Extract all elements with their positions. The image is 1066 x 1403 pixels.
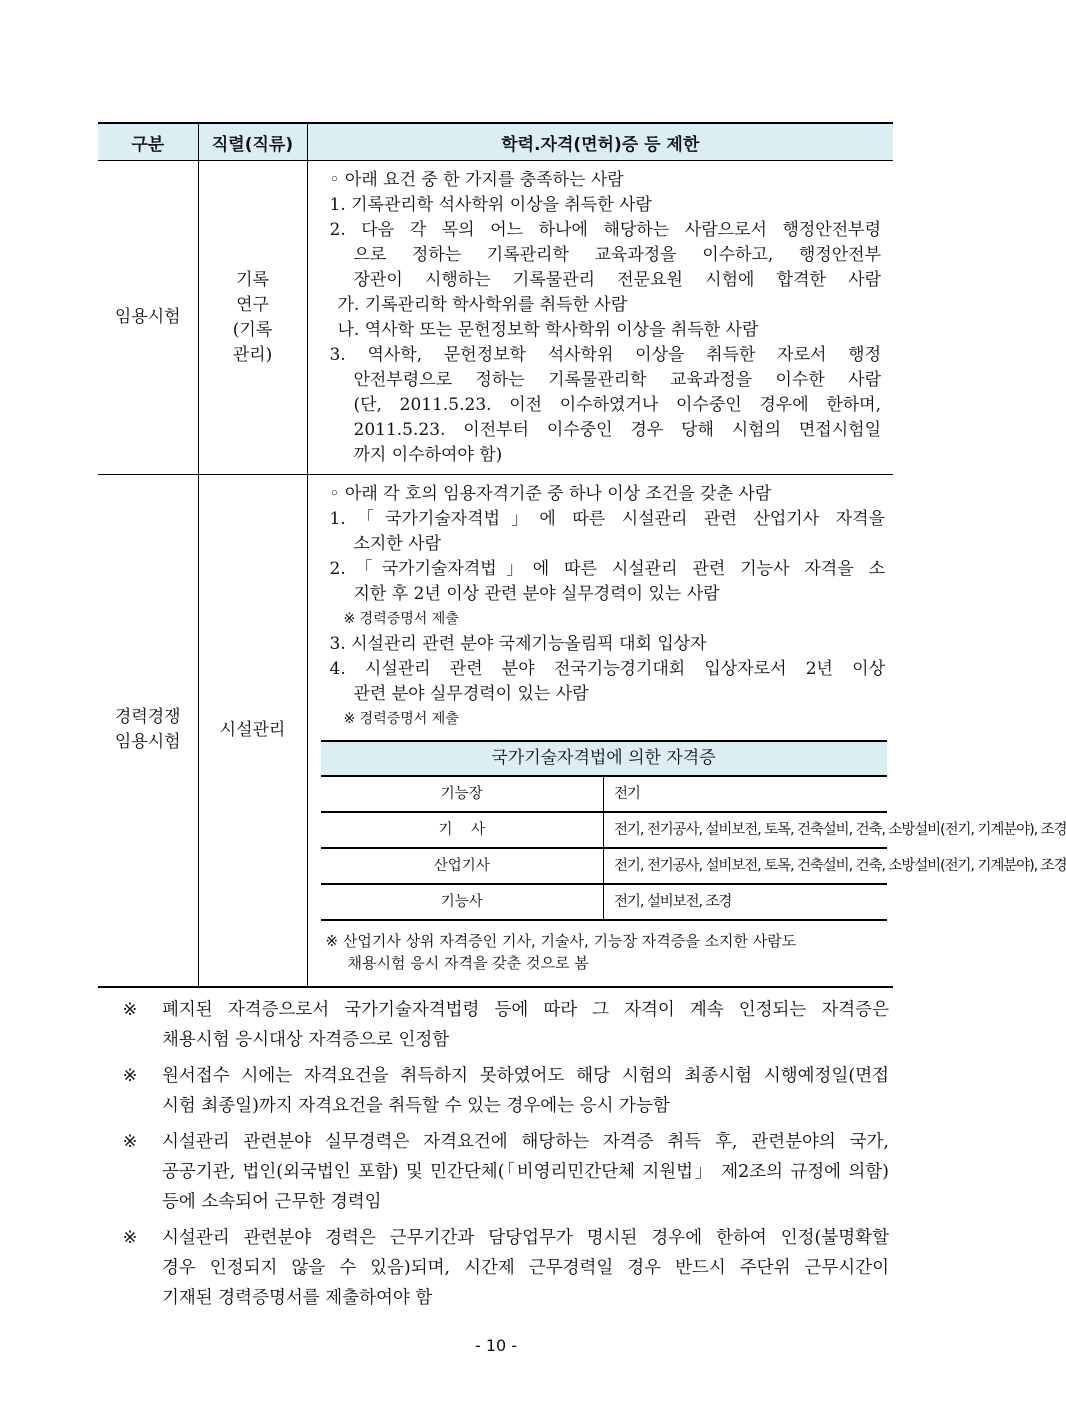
requirement-line: 4. 시설관리 관련 분야 전국기능경기대회 입상자로서 2년 이상	[329, 659, 885, 679]
footnote-line: 원서접수 시에는 자격요건을 취득하지 못하였어도 해당 시험의 최종시험 시행예정일(면접	[162, 1066, 889, 1086]
requirements-cell	[307, 161, 893, 475]
certificate-level: 기능사	[321, 884, 604, 920]
requirement-line: 관련 분야 실무경력이 있는 사람	[353, 684, 589, 704]
category-cell	[98, 475, 198, 987]
certificate-note-line: ※ 산업기사 상위 자격증인 기사, 기술사, 기능장 자격증을 소지한 사람도	[325, 932, 797, 950]
footnote-line: 시설관리 관련분야 실무경력은 자격요건에 해당하는 자격증 취득 후, 관련분야의 국가,	[162, 1132, 889, 1152]
category-line: 경력경쟁	[114, 707, 181, 728]
requirement-line: 1. 기록관리학 석사학위 이상을 취득한 사람	[329, 195, 652, 215]
footnote	[98, 995, 893, 1055]
requirement-line: 장관이 시행하는 기록물관리 전문요원 시험에 합격한 사람	[353, 270, 881, 290]
requirement-line: ◦ 아래 요건 중 한 가지를 충족하는 사람	[329, 170, 624, 190]
job-line: 기록	[236, 269, 269, 290]
certificate-note	[322, 930, 886, 974]
category-cell: 임용시험	[98, 161, 198, 475]
requirement-line: 지한 후 2년 이상 관련 분야 실무경력이 있는 사람	[353, 584, 720, 604]
requirement-line: (단, 2011.5.23. 이전 이수하였거나 이수중인 경우에 한하며,	[353, 395, 881, 415]
job-line: (기록	[232, 319, 273, 340]
requirement-line: 1.「국가기술자격법」에 따른 시설관리 관련 산업기사 자격을	[329, 509, 885, 529]
table-row	[321, 884, 887, 920]
requirement-line: 2.「국가기술자격법」에 따른 시설관리 관련 기능사 자격을 소	[329, 559, 885, 579]
footnote	[98, 1223, 893, 1313]
table-row	[98, 475, 893, 987]
footnote	[98, 1127, 893, 1217]
requirement-line: 3. 시설관리 관련 분야 국제기능올림픽 대회 입상자	[329, 634, 707, 654]
footnote-line: 시험 최종일)까지 자격요건을 취득할 수 있는 경우에는 응시 가능함	[162, 1096, 670, 1116]
footnote-line: 시설관리 관련분야 경력은 근무기간과 담당업무가 명시된 경우에 한하여 인정(불명확할	[162, 1228, 889, 1248]
requirement-note: ※ 경력증명서 제출	[343, 611, 459, 627]
requirement-line: 나. 역사학 또는 문헌정보학 학사학위 이상을 취득한 사람	[337, 320, 759, 340]
reference-mark: ※	[122, 1066, 138, 1086]
job-line: 관리)	[232, 344, 273, 365]
table-header-row	[98, 123, 893, 161]
requirement-note: ※ 경력증명서 제출	[343, 711, 459, 727]
requirement-line: 2. 다음 각 목의 어느 하나에 해당하는 사람으로서 행정안전부령	[329, 220, 881, 240]
header-category: 구분	[98, 123, 198, 161]
qualification-table	[98, 122, 1066, 988]
certificate-fields: 전기, 설비보전, 조경	[604, 884, 887, 920]
requirement-line: 소지한 사람	[353, 534, 442, 554]
reference-mark: ※	[122, 1000, 138, 1020]
certificate-fields: 전기, 전기공사, 설비보전, 토목, 건축설비, 건축, 소방설비(전기, 기계분야), 조경	[604, 848, 887, 884]
job-line: 연구	[236, 294, 269, 315]
footnote	[98, 1061, 893, 1121]
footnote-line: 채용시험 응시대상 자격증으로 인정함	[162, 1030, 450, 1050]
requirement-line: 안전부령으로 정하는 기록물관리학 교육과정을 이수한 사람	[353, 370, 881, 390]
reference-mark: ※	[122, 1132, 138, 1152]
certificate-note-line: 채용시험 응시 자격을 갖춘 것으로 봄	[347, 954, 589, 972]
job-series-cell	[198, 161, 307, 475]
requirements-cell	[307, 475, 1066, 987]
certificate-level: 기능장	[321, 776, 604, 812]
page-number: - 10 -	[474, 1336, 518, 1355]
job-series-cell: 시설관리	[198, 475, 307, 987]
certificate-level: 산업기사	[321, 848, 604, 884]
table-row	[321, 812, 887, 848]
category-line: 임용시험	[114, 732, 181, 753]
requirement-line: 으로 정하는 기록관리학 교육과정을 이수하고, 행정안전부	[353, 245, 881, 265]
footnotes	[98, 995, 893, 1313]
certificate-fields: 전기	[604, 776, 887, 812]
footnote-line: 등에 소속되어 근무한 경력임	[162, 1192, 382, 1212]
certificate-table-title: 국가기술자격법에 의한 자격증	[321, 741, 887, 776]
table-row	[321, 848, 887, 884]
footnote-line: 공공기관, 법인(외국법인 포함) 및 민간단체(「비영리민간단체 지원법」 제2조의 규정에 의함)	[162, 1162, 889, 1182]
requirement-line: ◦ 아래 각 호의 임용자격기준 중 하나 이상 조건을 갖춘 사람	[329, 484, 772, 504]
reference-mark: ※	[122, 1228, 138, 1248]
certificate-fields: 전기, 전기공사, 설비보전, 토목, 건축설비, 건축, 소방설비(전기, 기계분야), 조경	[604, 812, 887, 848]
requirement-line: 가. 기록관리학 학사학위를 취득한 사람	[337, 295, 628, 315]
certificate-level: 기 사	[321, 812, 604, 848]
header-requirements: 학력.자격(면허)증 등 제한	[307, 123, 893, 161]
footnote-line: 경우 인정되지 않을 수 있음)되며, 시간제 근무경력일 경우 반드시 주단위 근무시간이	[162, 1258, 889, 1278]
certificate-table	[321, 740, 1066, 921]
requirement-line: 까지 이수하여야 함)	[353, 445, 503, 465]
footnote-line: 폐지된 자격증으로서 국가기술자격법령 등에 따라 그 자격이 계속 인정되는 자격증은	[162, 1000, 889, 1020]
footnote-line: 기재된 경력증명서를 제출하여야 함	[162, 1288, 433, 1308]
header-job-series: 직렬(직류)	[198, 123, 307, 161]
table-row	[321, 776, 887, 812]
requirement-line: 2011.5.23. 이전부터 이수중인 경우 당해 시험의 면접시험일	[353, 420, 881, 440]
requirement-line: 3. 역사학, 문헌정보학 석사학위 이상을 취득한 자로서 행정	[329, 345, 881, 365]
table-row	[98, 161, 893, 475]
